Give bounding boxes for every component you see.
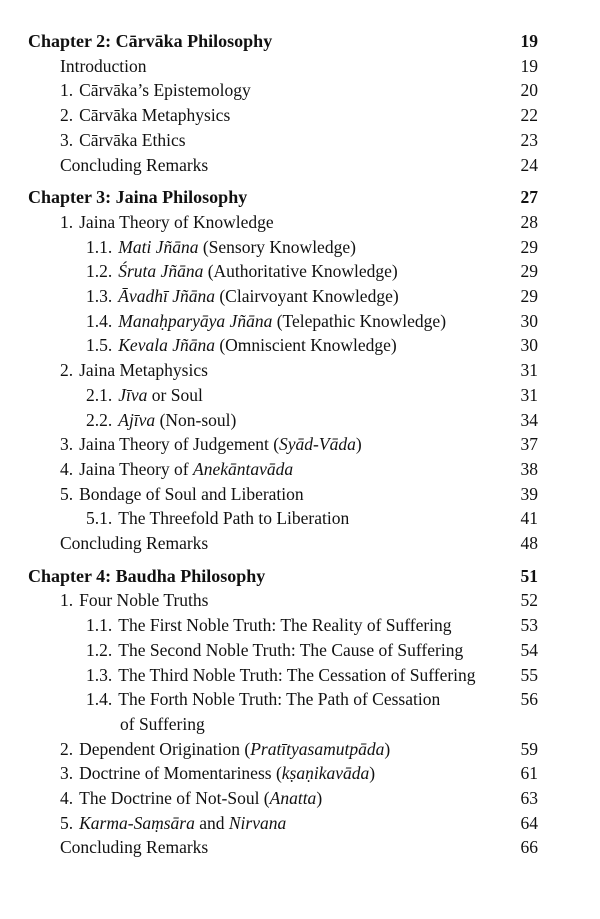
chapter-title xyxy=(28,185,247,209)
title-text: of Suffering xyxy=(120,713,205,734)
entry-title xyxy=(60,54,147,78)
toc-entry-row xyxy=(0,408,600,432)
entry-title xyxy=(86,284,399,308)
toc-entry-row xyxy=(0,259,600,283)
page-number: 55 xyxy=(520,664,538,685)
entry-number: 2. xyxy=(60,105,74,126)
entry-title xyxy=(60,128,186,152)
entry-title xyxy=(60,432,362,456)
page-number: 20 xyxy=(520,80,538,101)
italic-term: Karma-Saṃsāra xyxy=(79,812,195,833)
toc-entry-row xyxy=(0,482,600,506)
title-text: Four Noble Truths xyxy=(79,590,209,611)
italic-term: Mati Jñāna xyxy=(118,236,199,257)
page-number: 64 xyxy=(520,812,538,833)
entry-title xyxy=(60,103,230,127)
title-text: Concluding Remarks xyxy=(60,533,209,553)
title-text: The Threefold Path to Liberation xyxy=(118,508,350,529)
entry-number: 4. xyxy=(60,788,74,808)
page-number: 66 xyxy=(520,837,538,858)
italic-term: Jīva xyxy=(118,384,148,405)
page-number: 56 xyxy=(520,689,538,710)
italic-term: Anekāntavāda xyxy=(193,458,294,479)
entry-title xyxy=(60,482,304,506)
italic-term: Kevala Jñāna xyxy=(118,335,215,356)
title-text: (Non-soul) xyxy=(155,409,237,430)
entry-number: 2.2. xyxy=(86,409,113,430)
title-text: Chapter 3: Jaina Philosophy xyxy=(28,187,248,208)
title-text: ) xyxy=(355,434,362,455)
title-text: ) xyxy=(384,738,391,759)
entry-title xyxy=(60,786,322,810)
page-number: 19 xyxy=(520,55,538,76)
toc-entry-row xyxy=(0,737,600,761)
entry-title xyxy=(86,408,236,432)
entry-title xyxy=(86,638,463,662)
toc-entry-row xyxy=(0,712,600,736)
toc-entry-row xyxy=(0,687,600,711)
entry-number: 3. xyxy=(60,129,74,150)
page-number: 23 xyxy=(520,129,538,150)
title-text: Concluding Remarks xyxy=(60,154,209,175)
italic-term: kṣaṇikavāda xyxy=(281,763,370,784)
page-number: 31 xyxy=(520,384,538,405)
toc-entry-row xyxy=(0,78,600,102)
entry-number: 1.1. xyxy=(86,615,113,636)
toc-entry-row xyxy=(0,663,600,687)
entry-number: 2. xyxy=(60,738,74,759)
entry-number: 1.3. xyxy=(86,664,113,685)
title-text: Doctrine of Momentariness ( xyxy=(79,763,282,784)
entry-title xyxy=(60,737,390,761)
italic-term: Manaḥparyāya Jñāna xyxy=(118,310,273,331)
page-number: 59 xyxy=(520,738,538,759)
title-text: Jaina Metaphysics xyxy=(79,360,208,381)
entry-title xyxy=(86,613,452,637)
page-number: 29 xyxy=(520,236,538,257)
entry-title xyxy=(60,153,208,177)
page-number: 54 xyxy=(520,639,538,660)
entry-title xyxy=(120,712,205,736)
toc-entry-row xyxy=(0,333,600,357)
entry-number: 3. xyxy=(60,434,74,455)
title-text: The Doctrine of Not-Soul ( xyxy=(79,788,270,808)
title-text: (Sensory Knowledge) xyxy=(198,236,356,257)
title-text: Chapter 2: Cārvāka Philosophy xyxy=(28,31,273,51)
entry-title xyxy=(86,506,349,530)
toc-entry-row xyxy=(0,210,600,234)
title-text: (Authoritative Knowledge) xyxy=(203,261,398,282)
entry-number: 1.1. xyxy=(86,236,113,257)
italic-term: Anatta xyxy=(269,788,317,808)
entry-number: 1.5. xyxy=(86,335,113,356)
page-number: 51 xyxy=(520,565,538,586)
toc-entry-row xyxy=(0,506,600,530)
toc-entry-row xyxy=(0,835,600,859)
page-number: 30 xyxy=(520,310,538,331)
page-number: 29 xyxy=(520,261,538,282)
toc-entry-row xyxy=(0,613,600,637)
page-number: 48 xyxy=(520,533,538,553)
entry-title xyxy=(86,333,397,357)
entry-number: 3. xyxy=(60,763,74,784)
toc-entry-row xyxy=(0,811,600,835)
entry-number: 5. xyxy=(60,812,74,833)
page-number: 27 xyxy=(520,187,538,208)
title-text: Jaina Theory of Knowledge xyxy=(79,211,274,232)
title-text: Cārvāka Metaphysics xyxy=(79,105,231,126)
page-number: 34 xyxy=(520,409,538,430)
page-number: 24 xyxy=(520,154,538,175)
toc-entry-row xyxy=(0,786,600,810)
title-text: ) xyxy=(316,788,323,808)
entry-number: 2. xyxy=(60,360,74,381)
chapter-heading-row xyxy=(0,564,600,588)
italic-term: Ajīva xyxy=(118,409,156,430)
toc-entry-row xyxy=(0,284,600,308)
title-text: (Telepathic Knowledge) xyxy=(272,310,447,331)
page-number: 52 xyxy=(520,590,538,611)
chapter-title xyxy=(28,564,265,588)
entry-title xyxy=(86,383,203,407)
italic-term: Āvadhī Jñāna xyxy=(118,286,215,306)
entry-title xyxy=(86,259,398,283)
entry-title xyxy=(60,811,286,835)
entry-title xyxy=(60,78,251,102)
page-number: 28 xyxy=(520,211,538,232)
toc-entry-row xyxy=(0,128,600,152)
page-number: 29 xyxy=(520,286,538,306)
entry-number: 1.4. xyxy=(86,689,113,710)
title-text: (Omniscient Knowledge) xyxy=(214,335,397,356)
title-text: Dependent Origination ( xyxy=(79,738,251,759)
entry-number: 1.2. xyxy=(86,261,113,282)
entry-number: 2.1. xyxy=(86,384,113,405)
italic-term: Nirvana xyxy=(228,812,287,833)
entry-number: 1. xyxy=(60,80,74,101)
chapter-heading-row xyxy=(0,29,600,53)
chapter-title xyxy=(28,29,272,53)
toc-entry-row xyxy=(0,358,600,382)
entry-number: 5. xyxy=(60,483,74,504)
entry-title xyxy=(86,235,356,259)
title-text: The Second Noble Truth: The Cause of Suffering xyxy=(118,639,464,660)
title-text: or Soul xyxy=(147,384,203,405)
page-number: 53 xyxy=(520,615,538,636)
italic-term: Syād-Vāda xyxy=(279,434,356,455)
entry-title xyxy=(86,663,476,687)
page-number: 37 xyxy=(520,434,538,455)
toc-entry-row xyxy=(0,54,600,78)
entry-number: 1.3. xyxy=(86,286,113,306)
title-text: Jaina Theory of Judgement ( xyxy=(79,434,280,455)
entry-number: 4. xyxy=(60,458,74,479)
toc-entry-row xyxy=(0,761,600,785)
title-text: The Forth Noble Truth: The Path of Cessation xyxy=(118,689,441,710)
title-text: Introduction xyxy=(60,55,147,76)
entry-title xyxy=(60,210,274,234)
toc-entry-row xyxy=(0,638,600,662)
page-number: 38 xyxy=(520,458,538,479)
entry-number: 5.1. xyxy=(86,508,113,529)
page-number: 30 xyxy=(520,335,538,356)
entry-title xyxy=(60,531,208,555)
toc-entry-row xyxy=(0,383,600,407)
page-number: 22 xyxy=(520,105,538,126)
entry-title xyxy=(60,761,375,785)
title-text: Cārvāka’s Epistemology xyxy=(79,80,251,101)
entry-number: 1.4. xyxy=(86,310,113,331)
title-text: Chapter 4: Baudha Philosophy xyxy=(28,565,266,586)
title-text: ) xyxy=(369,763,376,784)
title-text: The First Noble Truth: The Reality of Suffering xyxy=(118,615,452,636)
entry-title xyxy=(60,358,208,382)
italic-term: Śruta Jñāna xyxy=(118,261,204,282)
title-text: Bondage of Soul and Liberation xyxy=(79,483,304,504)
toc-entry-row xyxy=(0,531,600,555)
toc-entry-row xyxy=(0,153,600,177)
italic-term: Pratītyasamutpāda xyxy=(250,738,385,759)
title-text: The Third Noble Truth: The Cessation of Suffering xyxy=(118,664,476,685)
title-text: Concluding Remarks xyxy=(60,837,209,858)
toc-entry-row xyxy=(0,432,600,456)
page-number: 31 xyxy=(520,360,538,381)
page-number: 61 xyxy=(520,763,538,784)
chapter-heading-row xyxy=(0,185,600,209)
toc-entry-row xyxy=(0,103,600,127)
page-number: 41 xyxy=(520,508,538,529)
entry-title xyxy=(60,457,293,481)
page-number: 39 xyxy=(520,483,538,504)
toc-entry-row xyxy=(0,235,600,259)
entry-number: 1.2. xyxy=(86,639,113,660)
toc-entry-row xyxy=(0,457,600,481)
page-number: 63 xyxy=(520,788,538,808)
entry-number: 1. xyxy=(60,211,74,232)
entry-title xyxy=(60,835,208,859)
title-text: (Clairvoyant Knowledge) xyxy=(214,286,399,306)
entry-number: 1. xyxy=(60,590,74,611)
page-number: 19 xyxy=(520,31,538,51)
title-text: Cārvāka Ethics xyxy=(79,129,186,150)
entry-title xyxy=(86,687,440,711)
title-text: and xyxy=(194,812,229,833)
title-text: Jaina Theory of xyxy=(79,458,194,479)
entry-title xyxy=(60,588,208,612)
toc-entry-row xyxy=(0,309,600,333)
toc-entry-row xyxy=(0,588,600,612)
entry-title xyxy=(86,309,446,333)
